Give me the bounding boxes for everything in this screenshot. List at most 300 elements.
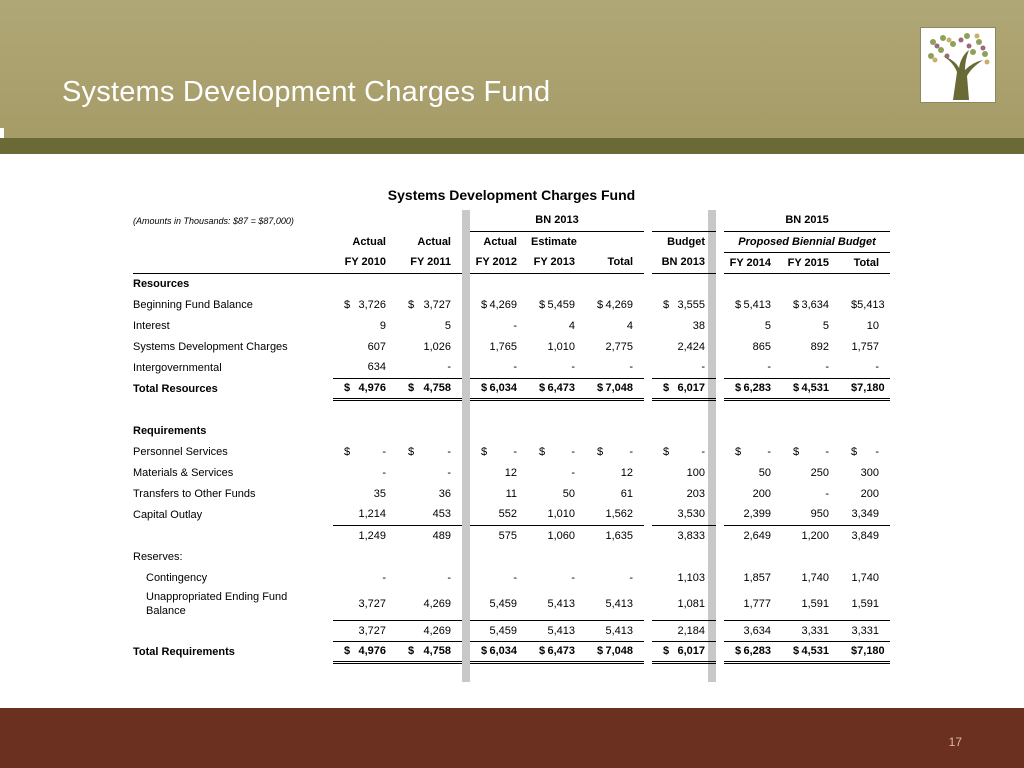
currency-sign: $ xyxy=(597,445,604,458)
table-row xyxy=(133,483,890,504)
value-cell: 9 xyxy=(379,319,386,332)
value-cell xyxy=(840,378,890,399)
separator-cell xyxy=(462,252,470,273)
value-cell: 489 xyxy=(397,525,462,546)
fund-table xyxy=(133,210,890,664)
table-row xyxy=(133,525,890,546)
value-cell: - xyxy=(767,361,772,374)
value-cell: 3,727 xyxy=(358,597,386,610)
currency-sign: $ xyxy=(408,645,415,657)
currency-sign: $ xyxy=(408,298,415,311)
row-label: Beginning Fund Balance xyxy=(133,298,253,311)
separator-cell xyxy=(716,462,724,483)
value-cell: 2,775 xyxy=(605,340,634,353)
value-cell: 50 xyxy=(758,466,772,479)
amount-value: 6,283 xyxy=(743,645,772,657)
amount xyxy=(655,645,705,657)
separator-cell xyxy=(716,641,724,662)
value-cell xyxy=(724,546,782,567)
value-cell: 4,269 xyxy=(423,597,451,610)
value-cell: 200 xyxy=(860,487,880,500)
amount xyxy=(655,299,705,311)
amount-value: 7,180 xyxy=(857,645,885,657)
value-cell xyxy=(724,641,782,662)
separator-cell xyxy=(716,294,724,315)
separator-cell xyxy=(716,231,724,252)
amount-value: 4,758 xyxy=(423,382,451,394)
amount xyxy=(400,645,451,657)
separator-cell xyxy=(644,620,652,641)
value-cell xyxy=(528,378,586,399)
amount xyxy=(589,382,633,394)
separator-cell xyxy=(644,210,652,231)
value-cell xyxy=(724,441,782,462)
value-cell: 1,214 xyxy=(358,508,386,521)
value-cell: 1,060 xyxy=(528,525,586,546)
value-cell: - xyxy=(825,487,830,500)
section-heading: Requirements xyxy=(133,424,207,437)
amount-value: 7,048 xyxy=(605,645,634,657)
amount xyxy=(589,299,633,311)
table-title: Systems Development Charges Fund xyxy=(387,187,636,203)
separator-cell xyxy=(716,357,724,378)
separator-cell xyxy=(644,336,652,357)
table-cell xyxy=(133,252,333,273)
value-cell xyxy=(652,641,716,662)
table-row xyxy=(133,357,890,378)
table-row xyxy=(133,441,890,462)
value-cell: 36 xyxy=(438,487,451,500)
value-cell: 11 xyxy=(505,487,517,500)
col-header: Actual xyxy=(483,235,517,248)
currency-sign: $ xyxy=(663,645,670,657)
value-cell xyxy=(586,641,644,662)
currency-sign: $ xyxy=(793,445,800,458)
value-cell xyxy=(470,294,528,315)
amount-value: - xyxy=(825,445,830,458)
value-cell: 4 xyxy=(626,319,634,332)
value-cell: 3,727 xyxy=(333,620,397,641)
amount-value: 6,034 xyxy=(489,382,517,394)
value-cell xyxy=(470,441,528,462)
value-cell: 1,081 xyxy=(677,597,706,610)
table-cell xyxy=(133,231,333,252)
value-cell xyxy=(724,378,782,399)
row-label: Total Resources xyxy=(133,382,218,395)
amount xyxy=(531,299,575,311)
proposed-budget-header: Proposed Biennial Budget xyxy=(724,231,890,252)
value-cell: 61 xyxy=(620,487,634,500)
amount xyxy=(727,645,771,657)
separator-cell xyxy=(716,588,724,620)
currency-sign: $ xyxy=(793,298,800,311)
page-title: Systems Development Charges Fund xyxy=(62,76,551,108)
table-row xyxy=(133,620,890,641)
amount-value: 4,269 xyxy=(605,298,634,311)
amount-value: 6,017 xyxy=(677,382,706,394)
amount-value: - xyxy=(767,445,772,458)
separator-cell xyxy=(644,462,652,483)
separator-cell xyxy=(716,567,724,588)
col-header: BN 2013 xyxy=(652,252,716,273)
separator-cell xyxy=(716,315,724,336)
currency-sign: $ xyxy=(344,445,351,458)
col-header: Budget xyxy=(667,235,706,248)
separator-cell xyxy=(462,483,470,504)
separator-cell xyxy=(462,641,470,662)
row-label: Materials & Services xyxy=(133,466,234,479)
col-header: Actual xyxy=(352,235,386,248)
value-cell xyxy=(470,378,528,399)
value-cell: 10 xyxy=(866,319,880,332)
currency-sign: $ xyxy=(735,382,742,394)
value-cell: 12 xyxy=(620,466,634,479)
value-cell: 2,399 xyxy=(743,508,772,521)
value-cell: 2,649 xyxy=(724,525,782,546)
value-cell: 203 xyxy=(686,487,706,500)
amount xyxy=(531,645,575,657)
separator-cell xyxy=(716,252,724,273)
amount xyxy=(400,382,451,394)
separator-cell xyxy=(462,315,470,336)
table-row xyxy=(133,294,890,315)
col-header: Total xyxy=(840,252,890,273)
value-cell: 3,833 xyxy=(652,525,716,546)
row-label: Transfers to Other Funds xyxy=(133,487,256,500)
value-cell xyxy=(586,546,644,567)
currency-sign: $ xyxy=(851,298,858,311)
value-cell xyxy=(397,546,462,567)
value-cell xyxy=(840,546,890,567)
amount xyxy=(589,645,633,657)
amount xyxy=(785,446,829,458)
value-cell: 5,459 xyxy=(489,597,517,610)
currency-sign: $ xyxy=(344,382,351,394)
value-cell: 453 xyxy=(432,508,451,521)
row-label xyxy=(133,525,333,546)
header-edge xyxy=(0,128,4,138)
amount-value: - xyxy=(447,445,451,458)
separator-cell xyxy=(462,294,470,315)
value-cell: 1,765 xyxy=(489,340,517,353)
table-row xyxy=(133,399,890,420)
currency-sign: $ xyxy=(851,382,858,394)
group-header-bn2013: BN 2013 xyxy=(470,210,644,231)
value-cell: 5,413 xyxy=(547,597,575,610)
value-cell: 5 xyxy=(444,319,451,332)
value-cell: 3,349 xyxy=(851,508,880,521)
amount xyxy=(531,446,575,458)
amount xyxy=(336,382,386,394)
separator-cell xyxy=(716,441,724,462)
separator-cell xyxy=(462,441,470,462)
amount xyxy=(336,446,386,458)
value-cell: 607 xyxy=(367,340,386,353)
value-cell xyxy=(586,441,644,462)
value-cell: 1,591 xyxy=(801,597,830,610)
separator-cell xyxy=(462,504,470,525)
row-label xyxy=(133,620,333,641)
amount-value: - xyxy=(875,445,880,458)
currency-sign: $ xyxy=(481,298,488,311)
value-cell: 100 xyxy=(686,466,706,479)
value-cell xyxy=(782,294,840,315)
value-cell xyxy=(782,641,840,662)
currency-sign: $ xyxy=(408,445,415,458)
currency-sign: $ xyxy=(539,382,546,394)
amount-value: 7,048 xyxy=(605,382,634,394)
row-label: Capital Outlay xyxy=(133,508,203,521)
value-cell: 5,459 xyxy=(470,620,528,641)
value-cell: 4,269 xyxy=(397,620,462,641)
amount xyxy=(843,446,879,458)
amount-value: 4,531 xyxy=(801,382,830,394)
value-cell xyxy=(782,546,840,567)
table-row xyxy=(133,504,890,525)
value-cell xyxy=(333,294,397,315)
value-cell: - xyxy=(875,361,880,374)
currency-sign: $ xyxy=(408,382,415,394)
value-cell xyxy=(397,641,462,662)
value-cell: 250 xyxy=(810,466,830,479)
separator-cell xyxy=(462,231,470,252)
row-label: Reserves: xyxy=(133,550,183,563)
amount-value: - xyxy=(571,445,575,458)
value-cell: - xyxy=(513,319,517,332)
row-label: Systems Development Charges xyxy=(133,340,288,353)
value-cell xyxy=(652,441,716,462)
value-cell: 1,635 xyxy=(586,525,644,546)
value-cell xyxy=(840,641,890,662)
value-cell: 865 xyxy=(752,340,772,353)
value-cell: 1,757 xyxy=(851,340,880,353)
amount xyxy=(785,382,829,394)
table-row xyxy=(133,273,890,294)
value-cell: 1,857 xyxy=(743,571,772,584)
value-cell: 1,777 xyxy=(743,597,772,610)
table-row xyxy=(133,641,890,662)
separator-cell xyxy=(716,210,724,231)
value-cell xyxy=(333,641,397,662)
value-cell: 1,562 xyxy=(605,508,634,521)
table-cell xyxy=(133,399,333,420)
amount xyxy=(336,645,386,657)
value-cell: 5 xyxy=(764,319,772,332)
value-cell: - xyxy=(571,361,575,374)
amount xyxy=(589,446,633,458)
value-cell xyxy=(528,294,586,315)
value-cell: 1,103 xyxy=(677,571,706,584)
currency-sign: $ xyxy=(539,645,546,657)
value-cell: - xyxy=(825,361,830,374)
currency-sign: $ xyxy=(539,298,546,311)
table-row xyxy=(133,210,890,231)
value-cell xyxy=(782,441,840,462)
separator-cell xyxy=(644,378,652,399)
value-cell: - xyxy=(382,466,386,479)
separator-cell xyxy=(644,588,652,620)
value-cell xyxy=(397,378,462,399)
value-cell xyxy=(782,378,840,399)
separator-cell xyxy=(644,504,652,525)
value-cell: 300 xyxy=(860,466,880,479)
value-cell xyxy=(840,294,890,315)
amount-value: 6,283 xyxy=(743,382,772,394)
separator-cell xyxy=(644,315,652,336)
value-cell: 575 xyxy=(470,525,528,546)
table-row xyxy=(133,378,890,399)
amount xyxy=(785,299,829,311)
separator-cell xyxy=(644,231,652,252)
table-row xyxy=(133,315,890,336)
value-cell: 3,530 xyxy=(677,508,706,521)
table-cell xyxy=(652,210,716,231)
value-cell xyxy=(397,441,462,462)
amount-value: 4,976 xyxy=(358,382,386,394)
amount-value: 3,634 xyxy=(801,298,830,311)
currency-sign: $ xyxy=(793,382,800,394)
currency-sign: $ xyxy=(851,645,858,657)
value-cell: 50 xyxy=(562,487,575,500)
col-header: FY 2015 xyxy=(782,252,840,273)
value-cell: - xyxy=(571,466,575,479)
page-number: 17 xyxy=(948,735,962,749)
value-cell xyxy=(470,546,528,567)
amount-value: - xyxy=(382,445,386,458)
value-cell xyxy=(652,546,716,567)
value-cell: - xyxy=(447,466,451,479)
separator-cell xyxy=(644,567,652,588)
separator-cell xyxy=(462,588,470,620)
amount-value: 3,727 xyxy=(423,298,451,311)
amount xyxy=(785,645,829,657)
value-cell: - xyxy=(571,571,575,584)
row-label: Personnel Services xyxy=(133,445,228,458)
value-cell xyxy=(333,546,397,567)
amount-value: 4,531 xyxy=(801,645,830,657)
value-cell xyxy=(528,441,586,462)
table-row xyxy=(133,588,890,620)
amount xyxy=(727,446,771,458)
amount-value: - xyxy=(513,445,517,458)
col-header: Estimate xyxy=(531,235,577,248)
col-header: Actual xyxy=(417,235,451,248)
separator-cell xyxy=(716,483,724,504)
amount xyxy=(400,446,451,458)
value-cell: 552 xyxy=(498,508,517,521)
value-cell: 12 xyxy=(504,466,517,479)
value-cell xyxy=(586,294,644,315)
amount-value: 6,017 xyxy=(677,645,706,657)
row-label: Interest xyxy=(133,319,170,332)
row-label: Intergovernmental xyxy=(133,361,222,374)
amounts-note: (Amounts in Thousands: $87 = $87,000) xyxy=(133,215,294,226)
value-cell: 634 xyxy=(367,361,386,374)
amount xyxy=(336,299,386,311)
amount-value: - xyxy=(629,445,634,458)
separator-cell xyxy=(462,210,470,231)
separator-cell xyxy=(462,546,470,567)
amount-value: 5,413 xyxy=(743,298,772,311)
col-header: Total xyxy=(586,252,644,273)
currency-sign: $ xyxy=(481,382,488,394)
amount xyxy=(655,382,705,394)
value-cell: 2,424 xyxy=(677,340,706,353)
col-header: FY 2010 xyxy=(333,252,397,273)
separator-cell xyxy=(716,546,724,567)
row-label: Unappropriated Ending Fund Balance xyxy=(146,591,288,617)
amount-value: 5,413 xyxy=(857,298,885,311)
value-cell: 2,184 xyxy=(652,620,716,641)
value-cell: 5,413 xyxy=(586,620,644,641)
value-cell: - xyxy=(701,361,706,374)
currency-sign: $ xyxy=(597,298,604,311)
amount xyxy=(473,446,517,458)
separator-cell xyxy=(462,378,470,399)
currency-sign: $ xyxy=(597,645,604,657)
col-header: FY 2014 xyxy=(724,252,782,273)
header-banner xyxy=(0,0,1024,138)
table-row xyxy=(133,567,890,588)
separator-cell xyxy=(462,462,470,483)
value-cell: 3,331 xyxy=(840,620,890,641)
value-cell xyxy=(652,294,716,315)
value-cell: - xyxy=(382,571,386,584)
amount xyxy=(727,299,771,311)
value-cell xyxy=(586,378,644,399)
value-cell xyxy=(724,294,782,315)
amount xyxy=(843,298,885,311)
currency-sign: $ xyxy=(735,445,742,458)
separator-cell xyxy=(716,336,724,357)
separator-cell xyxy=(644,546,652,567)
table-cell xyxy=(397,210,462,231)
value-cell: - xyxy=(447,361,451,374)
table-row xyxy=(133,420,890,441)
value-cell xyxy=(397,294,462,315)
separator-cell xyxy=(644,441,652,462)
currency-sign: $ xyxy=(481,445,488,458)
currency-sign: $ xyxy=(851,445,858,458)
amount xyxy=(400,299,451,311)
separator-cell xyxy=(644,525,652,546)
table-row xyxy=(133,336,890,357)
tree-logo-icon xyxy=(921,28,995,102)
value-cell: - xyxy=(629,571,634,584)
separator-cell xyxy=(462,620,470,641)
value-cell: 1,026 xyxy=(423,340,451,353)
separator-cell xyxy=(462,525,470,546)
value-cell: 950 xyxy=(810,508,830,521)
row-label: Total Requirements xyxy=(133,645,235,658)
value-cell: 1,010 xyxy=(547,340,575,353)
value-cell: 3,331 xyxy=(782,620,840,641)
amount-value: 6,473 xyxy=(547,645,575,657)
col-header: FY 2013 xyxy=(528,252,586,273)
amount-value: 4,976 xyxy=(358,645,386,657)
value-cell: - xyxy=(447,571,451,584)
table-row xyxy=(133,231,890,252)
separator-cell xyxy=(462,357,470,378)
value-cell: 5,413 xyxy=(605,597,634,610)
olive-band xyxy=(0,138,1024,154)
fund-table-container xyxy=(133,186,890,682)
currency-sign: $ xyxy=(735,645,742,657)
table-row xyxy=(133,546,890,567)
currency-sign: $ xyxy=(663,382,670,394)
separator-cell xyxy=(462,336,470,357)
amount-value: 3,726 xyxy=(358,298,386,311)
